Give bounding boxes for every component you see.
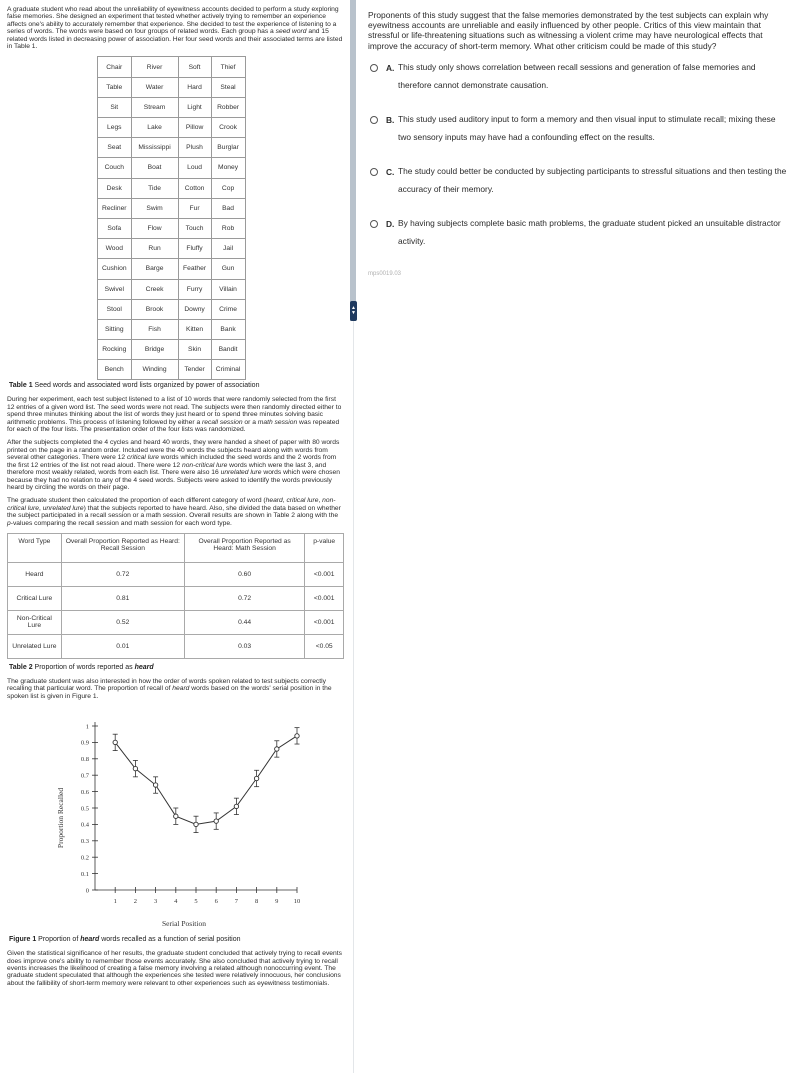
- passage-intro: A graduate student who read about the unreliability of eyewitness accounts decided to perform a study exploring false memories. She designed an experiment that tested whether actively trying to remember an experience affects one's ability to accurately remember that experience. She decided to test the experience of listening to a series of words. The words were based on four groups of related words. Each group has a seed word and 15 related words listed in decreasing power of association. Her four seed words and their associated terms are listed in Table 1.: [7, 6, 343, 51]
- table-1-caption: Table 1 Seed words and associated word lists organized by power of association: [9, 382, 260, 390]
- table-cell: Unrelated Lure: [8, 634, 62, 658]
- table-cell: 0.44: [184, 610, 304, 634]
- table-cell: Fish: [131, 319, 178, 339]
- y-axis-label: Proportion Recalled: [56, 788, 65, 849]
- table-cell: Couch: [98, 158, 132, 178]
- table-row: [98, 239, 246, 259]
- table-cell: Skin: [178, 340, 211, 360]
- passage-paragraph-5: The graduate student was also interested in how the order of words spoken related to test subjects correctly recalling that particular word. The proportion of recall of heard words based on the words' serial position in the spoken list is given in Figure 1.: [7, 677, 332, 700]
- x-tick-label: 10: [293, 898, 301, 906]
- table-cell: Downy: [178, 299, 211, 319]
- table-cell: 0.81: [61, 586, 184, 610]
- table-cell: Cop: [211, 178, 245, 198]
- table-cell: Gun: [211, 259, 245, 279]
- table-cell: Flow: [131, 218, 178, 238]
- table-cell: Kitten: [178, 319, 211, 339]
- table-cell: Money: [211, 158, 245, 178]
- figure-1: [7, 706, 307, 934]
- table-cell: Rob: [211, 218, 245, 238]
- table-cell: Hard: [178, 77, 211, 97]
- table-cell: Stool: [98, 299, 132, 319]
- table-cell: <0.05: [305, 634, 344, 658]
- table-row: [98, 138, 246, 158]
- table-cell: River: [131, 57, 178, 77]
- data-point: [174, 814, 178, 818]
- question-pane: [368, 10, 788, 330]
- x-tick-label: 9: [275, 898, 279, 906]
- table-cell: Tender: [178, 360, 211, 380]
- arrow-down-icon: ▼: [351, 310, 356, 316]
- table-row: [98, 77, 246, 97]
- table-row: [8, 634, 344, 658]
- pane-divider-line: [353, 321, 354, 1073]
- table-cell: Bridge: [131, 340, 178, 360]
- table-cell: Steal: [211, 77, 245, 97]
- choice-text: By having subjects complete basic math problems, the graduate student picked an unsuitable distractor activity.: [398, 217, 781, 247]
- passage-pane: [0, 0, 350, 1073]
- table-cell: Soft: [178, 57, 211, 77]
- table-cell: Water: [131, 77, 178, 97]
- table-cell: Thief: [211, 57, 245, 77]
- table-cell: 0.03: [184, 634, 304, 658]
- table-cell: Burglar: [211, 138, 245, 158]
- table-cell: Plush: [178, 138, 211, 158]
- answer-choice-a[interactable]: [368, 63, 788, 95]
- y-tick-label: 0.3: [80, 838, 89, 846]
- x-tick-label: 3: [153, 898, 158, 906]
- y-tick-label: 0.5: [80, 805, 89, 813]
- table-cell: Non-Critical Lure: [8, 610, 62, 634]
- radio-button[interactable]: [370, 220, 378, 228]
- table-cell: 0.60: [184, 562, 304, 586]
- table-cell: Rocking: [98, 340, 132, 360]
- table-cell: Winding: [131, 360, 178, 380]
- passage-paragraph-6: Given the statistical significance of her results, the graduate student concluded that actively trying to recall events does improve one's ability to remember those events accurately. She also concluded that actively trying to recall events increases the likelihood of creating a false memory involving a related although nonoccurring event. The graduate student speculated that although the experiences she tested were relatively innocuous, her conclusions about the fallibility of short-term memory were relevant to other experiences such as eyewitness testimonials.: [7, 950, 342, 987]
- table-cell: Crook: [211, 118, 245, 138]
- data-point: [133, 767, 137, 771]
- radio-button[interactable]: [370, 168, 378, 176]
- data-point: [113, 740, 117, 744]
- table-cell: 0.01: [61, 634, 184, 658]
- answer-choice-d[interactable]: [368, 219, 788, 251]
- table-cell: Creek: [131, 279, 178, 299]
- choice-letter: A.: [386, 62, 395, 73]
- table-header: Word Type: [8, 533, 62, 562]
- answer-choice-c[interactable]: [368, 167, 788, 199]
- table-2: [7, 533, 344, 659]
- table-cell: Critical Lure: [8, 586, 62, 610]
- table-cell: Bad: [211, 198, 245, 218]
- data-point: [214, 819, 218, 823]
- y-tick-label: 0.7: [80, 772, 89, 780]
- table-cell: Cotton: [178, 178, 211, 198]
- x-tick-label: 5: [194, 898, 198, 906]
- series-line: [115, 736, 297, 825]
- table-row: [98, 118, 246, 138]
- y-tick-label: 1: [85, 723, 89, 731]
- table-row: [98, 319, 246, 339]
- table-cell: Feather: [178, 259, 211, 279]
- table-cell: 0.72: [61, 562, 184, 586]
- table-1: [97, 56, 246, 380]
- table-cell: Jail: [211, 239, 245, 259]
- table-cell: Desk: [98, 178, 132, 198]
- x-tick-label: 8: [254, 898, 259, 906]
- passage-paragraph-2: During her experiment, each test subject listened to a list of 10 words that were randomly selected from the first 12 entries of a given word list. The seed words were not read. The subjects were then randomly directed either to spend three minutes thinking about the list of words they just heard or to spend three minutes solving basic arithmetic problems. This process of listening followed by either a recall session or a math session was repeated for each of the four lists. The presentation order of the four lists was randomized.: [7, 396, 342, 434]
- radio-button[interactable]: [370, 64, 378, 72]
- table-cell: <0.001: [305, 610, 344, 634]
- table-cell: Boat: [131, 158, 178, 178]
- x-tick-label: 1: [113, 898, 117, 906]
- table-cell: Heard: [8, 562, 62, 586]
- table-row: [98, 279, 246, 299]
- y-tick-label: 0: [85, 887, 89, 895]
- table-cell: Run: [131, 239, 178, 259]
- data-point: [275, 747, 279, 751]
- table-cell: Sit: [98, 97, 132, 117]
- table-row: [98, 340, 246, 360]
- table-cell: 0.52: [61, 610, 184, 634]
- table-row: [8, 586, 344, 610]
- table-cell: Sofa: [98, 218, 132, 238]
- table-header: Overall Proportion Reported as Heard: Recall Session: [61, 533, 184, 562]
- table-cell: Touch: [178, 218, 211, 238]
- table-cell: Barge: [131, 259, 178, 279]
- choice-letter: B.: [386, 114, 395, 125]
- serial-position-chart: [7, 706, 307, 934]
- table-cell: Bench: [98, 360, 132, 380]
- table-cell: Sitting: [98, 319, 132, 339]
- x-tick-label: 4: [174, 898, 178, 906]
- table-cell: Fluffy: [178, 239, 211, 259]
- data-point: [295, 734, 299, 738]
- table-row: [98, 178, 246, 198]
- table-cell: Fur: [178, 198, 211, 218]
- table-row: [98, 57, 246, 77]
- choice-letter: D.: [386, 218, 395, 229]
- table-cell: Brook: [131, 299, 178, 319]
- table-header: p-value: [305, 533, 344, 562]
- choice-letter: C.: [386, 166, 395, 177]
- data-point: [254, 776, 258, 780]
- figure-1-caption: Figure 1 Proportion of heard words recalled as a function of serial position: [9, 936, 241, 944]
- table-cell: Table: [98, 77, 132, 97]
- y-tick-label: 0.2: [80, 854, 89, 862]
- table-row: [98, 299, 246, 319]
- table-row: [98, 218, 246, 238]
- table-cell: Crime: [211, 299, 245, 319]
- x-axis-label: Serial Position: [162, 919, 206, 929]
- y-tick-label: 0.6: [80, 789, 89, 797]
- y-tick-label: 0.4: [80, 821, 89, 829]
- table-cell: Villain: [211, 279, 245, 299]
- table-row: [98, 97, 246, 117]
- table-row: [98, 360, 246, 380]
- x-tick-label: 2: [133, 898, 138, 906]
- table-cell: Bank: [211, 319, 245, 339]
- question-stem: Proponents of this study suggest that the false memories demonstrated by the test subjects can explain why eyewitness accounts are unreliable and easily influenced by other people. Critics of this view maintain that stressful or life-threatening situations such as witnessing a violent crime may have neurological effects that improve the accuracy of short-term memory. What other criticism could be made of this study?: [368, 10, 769, 51]
- y-tick-label: 0.1: [80, 871, 89, 879]
- answer-choice-b[interactable]: [368, 115, 788, 147]
- table-row: [8, 562, 344, 586]
- x-tick-label: 6: [214, 898, 218, 906]
- table-cell: Loud: [178, 158, 211, 178]
- passage-paragraph-4: The graduate student then calculated the proportion of each different category of word (heard, critical lure, non-critical lure, unrelated lure) that the subjects reported to have heard. Also, she divided the data based on whether the subject participated in a recall session or a math session. Overall results are shown in Table 2 along with the p-values comparing the recall session and math session for each word type.: [7, 497, 341, 527]
- table-cell: Recliner: [98, 198, 132, 218]
- table-cell: Pillow: [178, 118, 211, 138]
- table-cell: Swivel: [98, 279, 132, 299]
- table-row: [98, 259, 246, 279]
- pane-divider[interactable]: [350, 0, 356, 321]
- data-point: [194, 822, 198, 826]
- table-cell: <0.001: [305, 586, 344, 610]
- table-cell: Robber: [211, 97, 245, 117]
- table-cell: Bandit: [211, 340, 245, 360]
- radio-button[interactable]: [370, 116, 378, 124]
- y-tick-label: 0.9: [80, 739, 89, 747]
- table-cell: Legs: [98, 118, 132, 138]
- table-cell: Seat: [98, 138, 132, 158]
- table-2-caption: Table 2 Proportion of words reported as heard: [9, 663, 154, 671]
- table-cell: <0.001: [305, 562, 344, 586]
- x-tick-label: 7: [234, 898, 239, 906]
- table-cell: Mississippi: [131, 138, 178, 158]
- pane-resize-handle[interactable]: [350, 301, 357, 321]
- choice-text: The study could better be conducted by subjecting participants to stressful situations and then testing the accuracy of their memory.: [398, 165, 787, 195]
- table-cell: Light: [178, 97, 211, 117]
- table-cell: Stream: [131, 97, 178, 117]
- table-header: Overall Proportion Reported as Heard: Math Session: [184, 533, 304, 562]
- table-cell: Chair: [98, 57, 132, 77]
- y-tick-label: 0.8: [80, 756, 89, 764]
- table-row: [8, 610, 344, 634]
- table-cell: Lake: [131, 118, 178, 138]
- data-point: [153, 783, 157, 787]
- choice-text: This study only shows correlation between recall sessions and generation of false memories and therefore cannot demonstrate causation.: [398, 61, 756, 91]
- table-cell: 0.72: [184, 586, 304, 610]
- table-cell: Wood: [98, 239, 132, 259]
- table-cell: Swim: [131, 198, 178, 218]
- table-cell: Criminal: [211, 360, 245, 380]
- answer-choices: [368, 63, 788, 251]
- table-cell: Tide: [131, 178, 178, 198]
- data-point: [234, 804, 238, 808]
- arrow-up-icon: ▲: [351, 305, 356, 311]
- question-id: mps0019.03: [368, 270, 402, 277]
- table-row: [98, 158, 246, 178]
- table-cell: Furry: [178, 279, 211, 299]
- table-row: [98, 198, 246, 218]
- table-cell: Cushion: [98, 259, 132, 279]
- passage-paragraph-3: After the subjects completed the 4 cycles and heard 40 words, they were handed a sheet of paper with 80 words printed on the page in a random order. Included were the 40 words the subjects heard along with words from several other categories. There were 12 critical lure words which included the seed words and the 2 words from the first 12 entries of the list not read aloud. There were 12 non-critical lure words which were the last 3, and therefore most weakly related, words from each list. There were also 16 unrelated lure words which were chosen because they had no relation to any of the 4 seed words. Subjects were asked to identify the words previously heard by circling the words on their page.: [7, 439, 340, 491]
- choice-text: This study used auditory input to form a memory and then visual input to stimulate recall; mixing these two sensory inputs may have had a confounding effect on the results.: [398, 113, 776, 143]
